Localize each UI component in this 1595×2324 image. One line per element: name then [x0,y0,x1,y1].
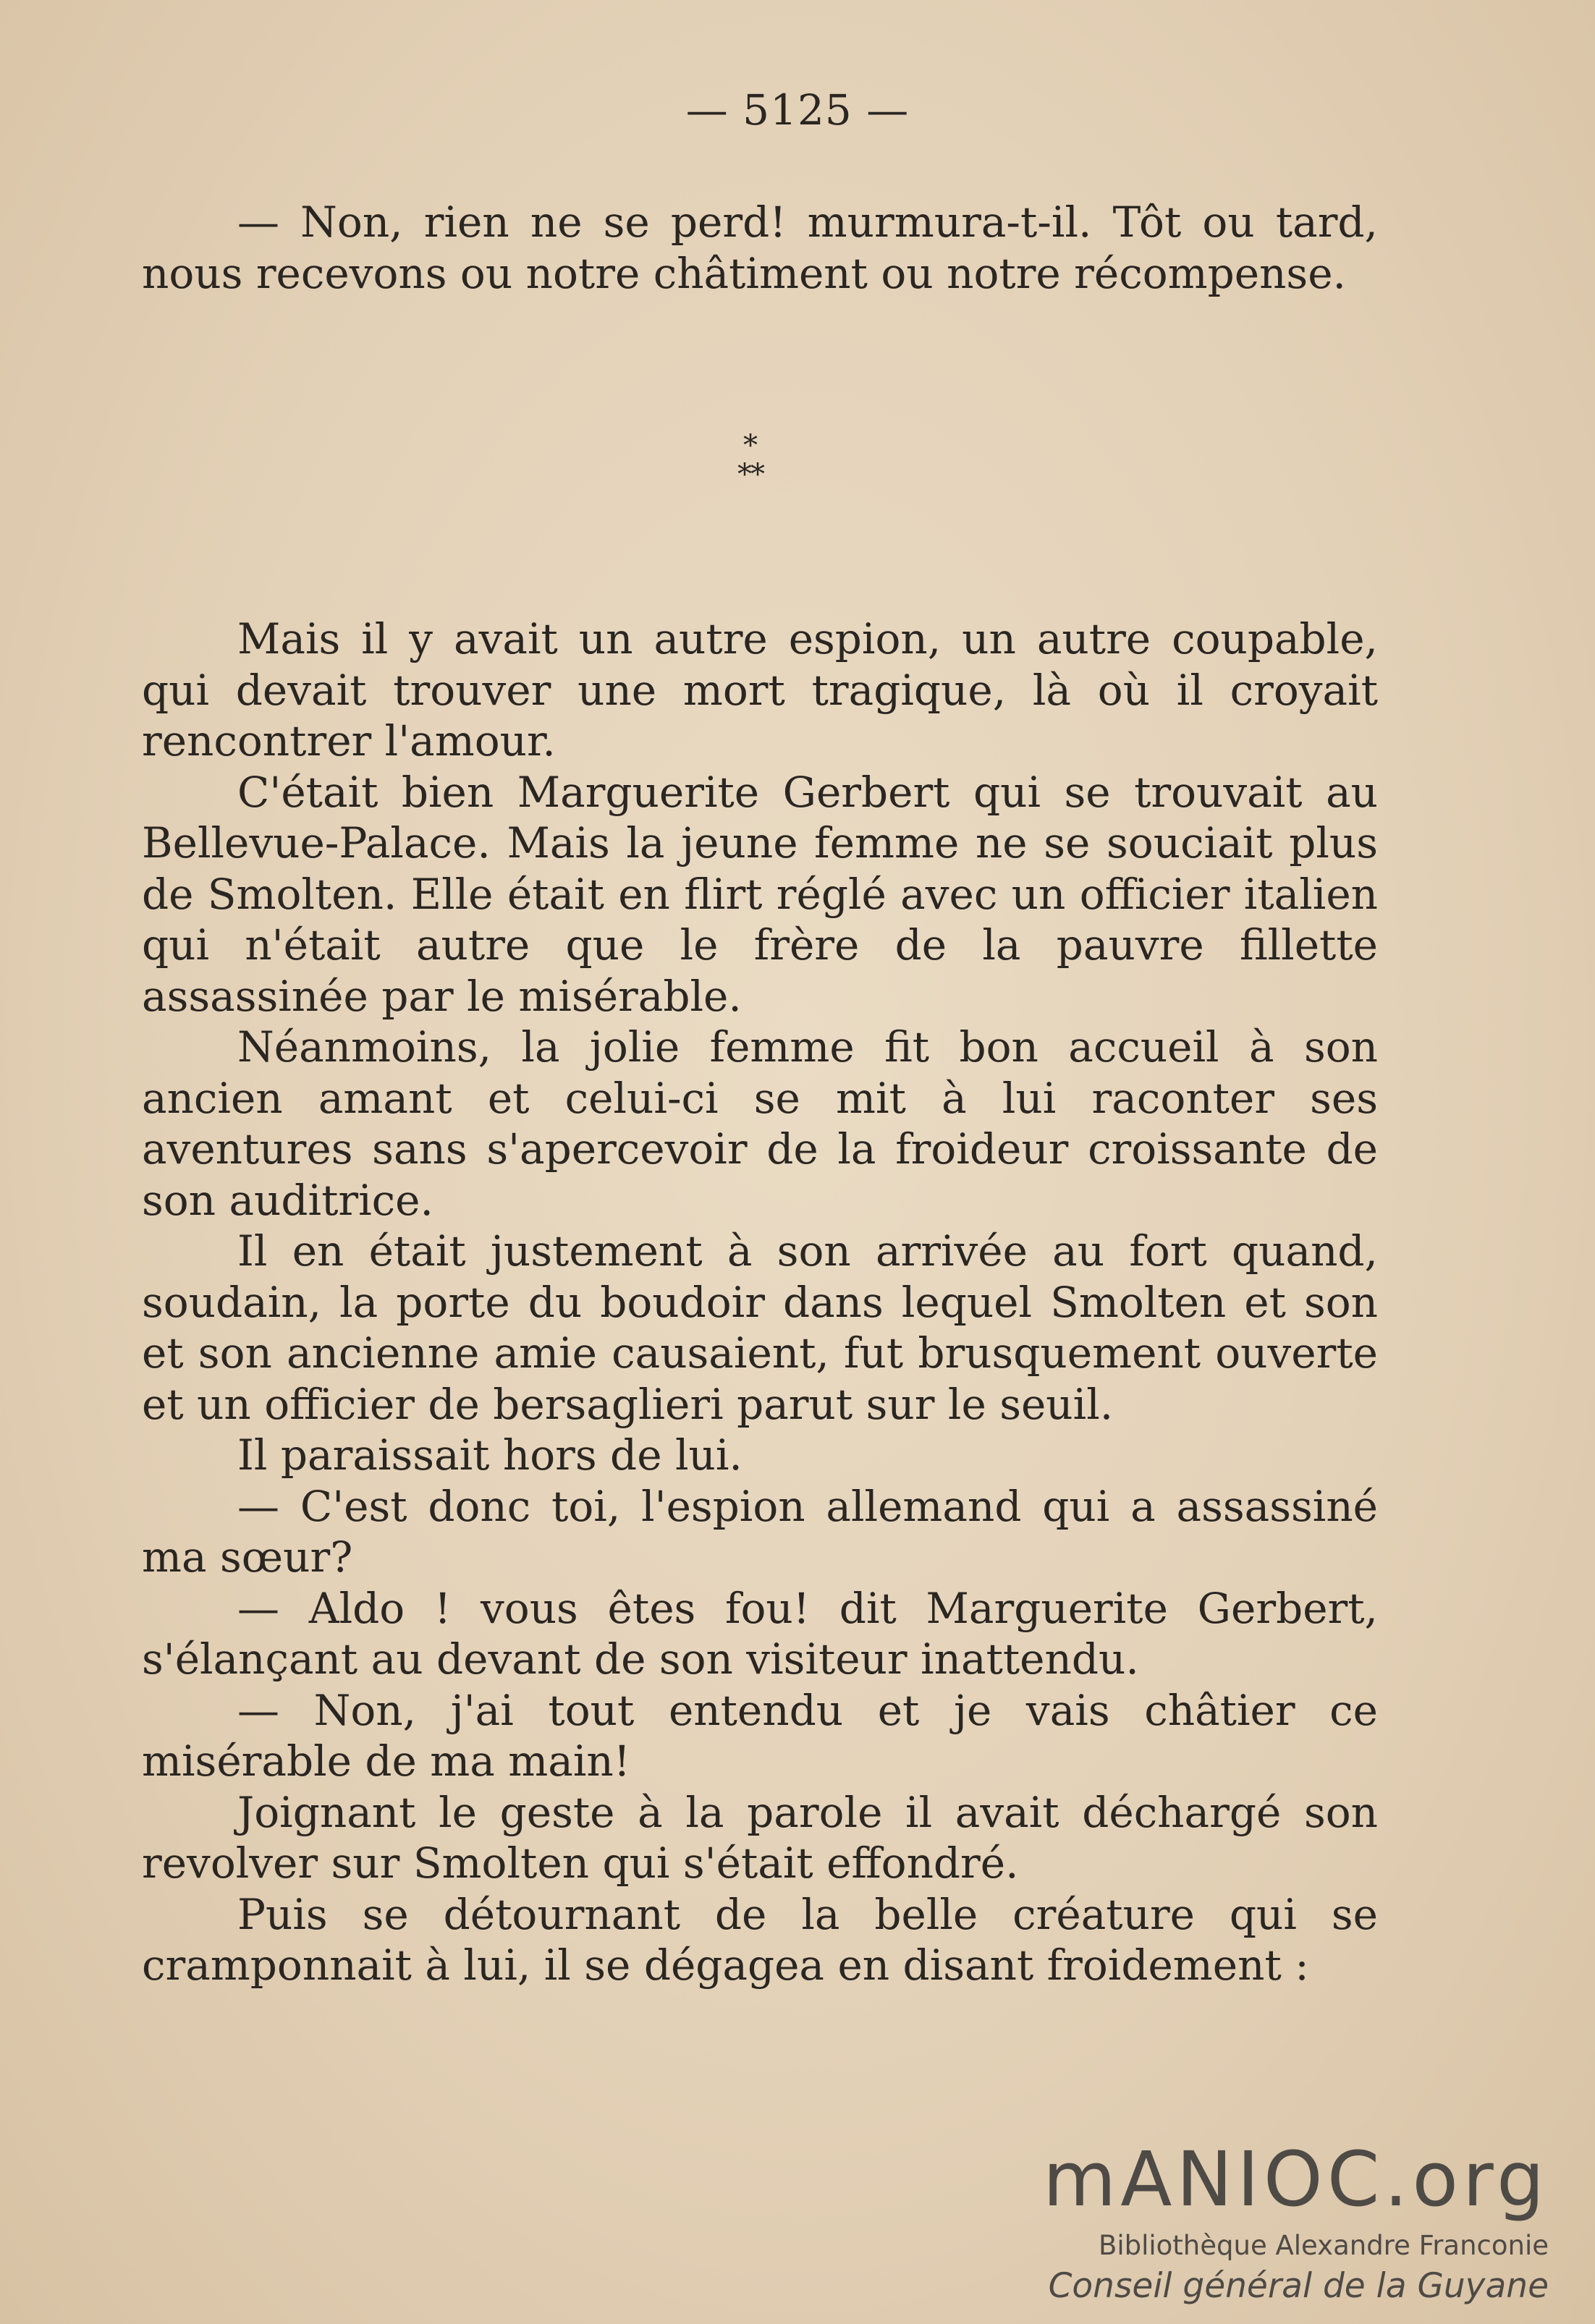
paragraph: Joignant le geste à la parole il avait déchargé son revolver sur Smolten qui s'était effondré. [142,1787,1378,1888]
manioc-watermark [1042,2135,1570,2315]
paragraph: Mais il y avait un autre espion, un autre coupable, qui devait trouver une mort tragique, là où il croyait rencontrer l'amour. [142,614,1378,766]
watermark-council-name: Conseil général de la Guyane [1048,2266,1549,2306]
section-separator [725,431,776,489]
paragraph: Puis se détournant de la belle créature qui se cramponnait à lui, il se dégagea en disant froidement : [142,1889,1378,1990]
manioc-logo: mANIOC.org [1042,2135,1549,2223]
paragraph: Il paraissait hors de lui. [237,1430,742,1480]
separator-star-bottom: ** [737,458,763,491]
paragraph: — Non, j'ai tout entendu et je vais châtier ce misérable de ma main! [142,1685,1378,1786]
paragraph: — Aldo ! vous êtes fou! dit Marguerite Gerbert, s'élançant au devant de son visiteur inattendu. [142,1583,1378,1684]
separator-star-top: * [743,429,758,462]
paragraph: — Non, rien ne se perd! murmura-t-il. Tôt ou tard, nous recevons ou notre châtiment ou notre récompense. [142,198,1378,298]
paragraph: Il en était justement à son arrivée au fort quand, soudain, la porte du boudoir dans lequel Smolten et son et son ancienne amie causaient, fut brusquement ouverte et un officier de bersaglieri parut sur le seuil. [142,1226,1378,1429]
paragraph: C'était bien Marguerite Gerbert qui se trouvait au Bellevue-Palace. Mais la jeune femme ne se souciait plus de Smolten. Elle était en flirt réglé avec un officier italien qui n'était autre que le frère de la pauvre fillette assassinée par le misérable. [142,767,1378,1021]
paragraph: Néanmoins, la jolie femme fit bon accueil à son ancien amant et celui-ci se mit à lui raconter ses aventures sans s'apercevoir de la froideur croissante de son auditrice. [142,1022,1378,1225]
paragraph: — C'est donc toi, l'espion allemand qui a assassiné ma sœur? [142,1481,1378,1582]
text-block-main [142,614,1378,1991]
text-block-top [142,197,1378,299]
watermark-library-name: Bibliothèque Alexandre Franconie [1098,2230,1549,2261]
page-number: — 5125 — [685,85,910,135]
